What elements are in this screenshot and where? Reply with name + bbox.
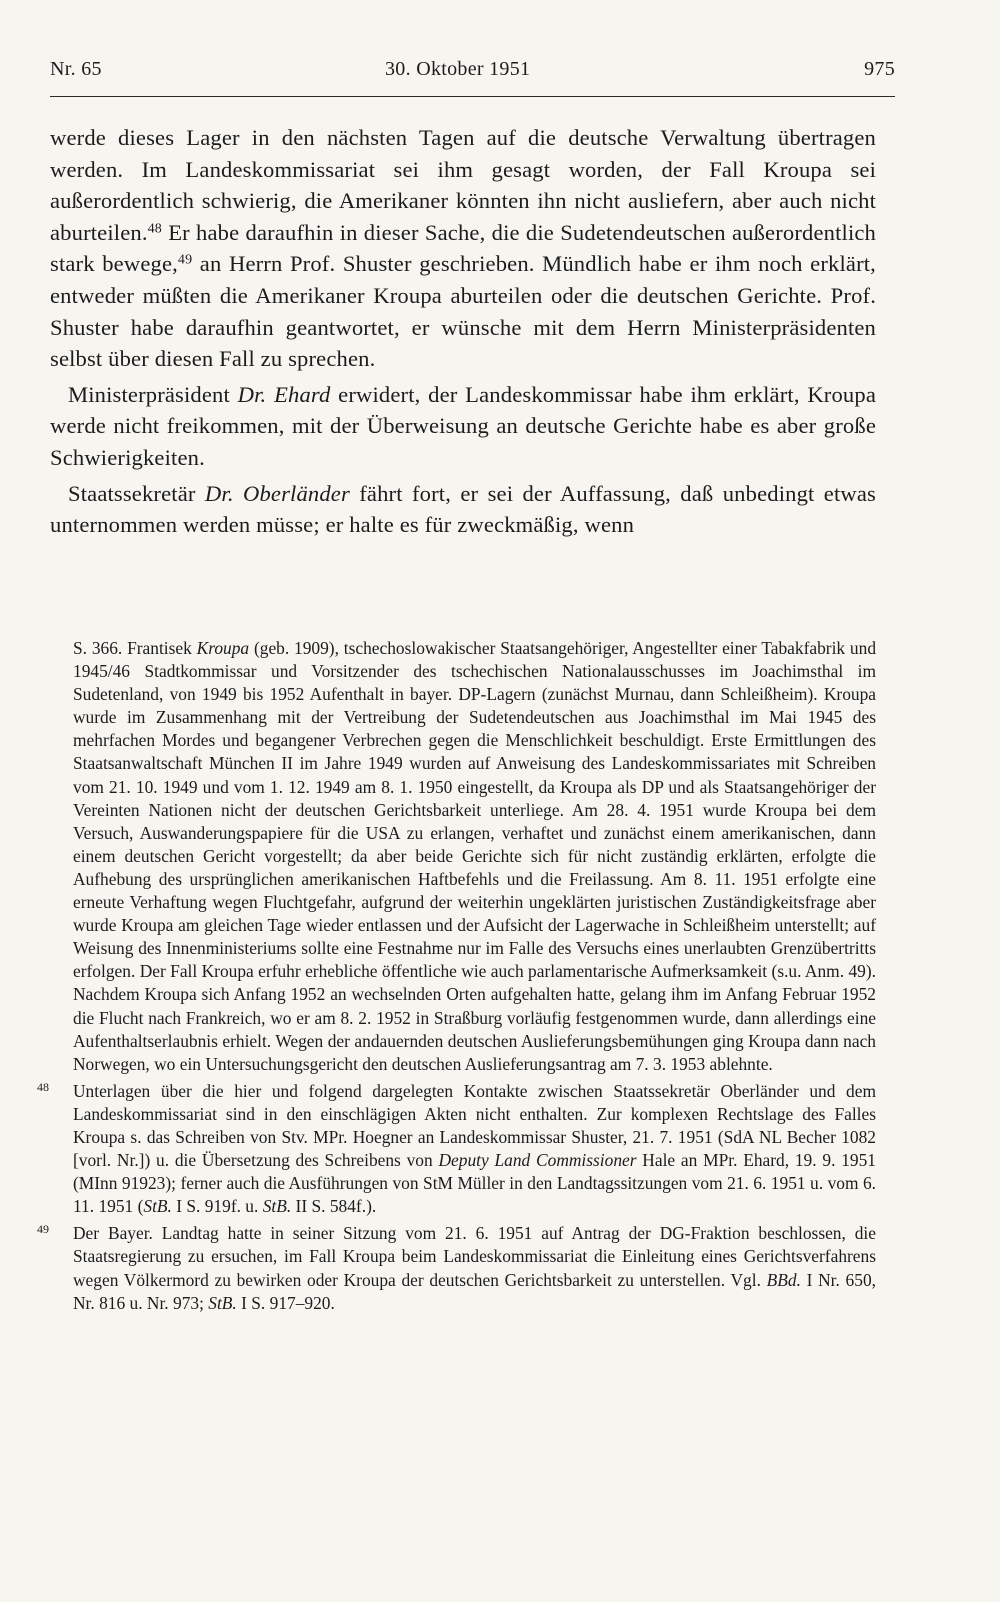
footnote-49 (37, 1222, 876, 1314)
footnote-48 (37, 1079, 876, 1219)
text-run: Unterlagen über die hier und folgend dargelegten Kontakte zwischen Staatssekretär Oberländer und dem Landeskommissariat sind in den einschlägigen Akten nicht enthalten. Zur komplexen Rechtslage des Falles Kroupa s. das Schreiben von Stv. MPr. Hoegner an Landeskommissar Shuster, 21. 7. 1951 (SdA NL Becher 1082 [vorl. Nr.]) u. die Übersetzung des Schreibens von (73, 1080, 876, 1171)
text-run: werde dieses Lager in den nächsten Tagen auf die deutsche Verwaltung übertragen werden. Im Landeskommissariat sei ihm gesagt worden, der Fall Kroupa sei außerordentlich schwierig, die Amerikaner könnten ihn nicht ausliefern, aber auch nicht aburteilen. (50, 125, 876, 245)
speaker-name: Ehard (266, 381, 331, 407)
text-run: I S. 917–920. (236, 1292, 335, 1313)
italic-abbrev: StB. (208, 1292, 237, 1313)
running-header (50, 58, 895, 92)
header-date: 30. Oktober 1951 (385, 58, 531, 80)
title-italic: Dr. (237, 381, 267, 407)
page-number: 975 (864, 58, 895, 80)
italic-abbrev: BBd. (766, 1269, 801, 1290)
footnote-ref: 48 (147, 221, 162, 237)
italic-term: Deputy Land Commissioner (438, 1150, 637, 1171)
header-rule (50, 96, 895, 97)
footnote-continuation (50, 637, 876, 1076)
paragraph (50, 478, 876, 541)
text-run: fährt fort, er sei der Auffassung, daß unbedingt etwas unternommen werden müsse; er halte es für zweckmäßig, wenn (50, 480, 876, 538)
text-run: II S. 584f.). (291, 1196, 377, 1217)
text-run: an Herrn Prof. Shuster geschrieben. Mündlich habe er ihm noch erklärt, entweder müßten die Amerikaner Kroupa aburteilen oder die deutschen Gerichte. Prof. Shuster habe daraufhin geantwortet, er wünsche mit dem Herrn Ministerpräsidenten selbst über diesen Fall zu sprechen. (50, 251, 876, 372)
document-number: Nr. 65 (50, 58, 102, 80)
paragraph (50, 379, 876, 474)
text-run: Staatssekretär (68, 480, 205, 506)
text-run: Der Bayer. Landtag hatte in seiner Sitzung vom 21. 6. 1951 auf Antrag der DG-Fraktion beschlossen, die Staatsregierung zu ersuchen, im Fall Kroupa beim Landeskommissariat die Einleitung eines Gerichtsverfahrens wegen Völkermord zu bewirken oder Kroupa der deutschen Gerichtsbarkeit zu unterstellen. Vgl. (73, 1223, 876, 1290)
italic-abbrev: StB. (262, 1196, 292, 1217)
footnote-ref: 49 (177, 252, 193, 268)
footnote-number: 48 (37, 1079, 49, 1094)
title-italic: Dr. (204, 480, 234, 506)
italic-abbrev: StB. (143, 1196, 172, 1217)
text-run: Ministerpräsident (68, 381, 238, 407)
text-run: S. 366. Frantisek (73, 638, 197, 658)
main-text (50, 122, 876, 541)
footnote-number: 49 (37, 1222, 49, 1237)
person-name: Kroupa (196, 638, 250, 658)
paragraph (50, 122, 876, 375)
text-run: I Nr. 650, Nr. 816 u. Nr. 973; (73, 1269, 876, 1313)
text-run: I S. 919f. u. (171, 1196, 263, 1217)
text-run: (geb. 1909), tschechoslowakischer Staatsangehöriger, Angestellter einer Tabakfabrik und 1945/46 Stadtkommissar und Vorsitzender des tschechischen Nationalausschusses im Joachimsthal im Sudetenland, von 1949 bis 1952 Aufenthalt in bayer. DP-Lagern (zunächst Murnau, dann Schleißheim). Kroupa wurde im Zusammenhang mit der Vertreibung der Sudetendeutschen aus Joachimsthal im Mai 1945 des mehrfachen Mordes und begangener Verbrechen gegen die Menschlichkeit beschuldigt. Erste Ermittlungen des Staatsanwaltschaft München II im Jahre 1949 wurden auf Anweisung des Landeskommissariates mit Schreiben vom 21. 10. 1949 und vom 1. 12. 1949 am 8. 1. 1950 eingestellt, da Kroupa als DP und als Staatsangehöriger der Vereinten Nationen nicht der deutschen Gerichtsbarkeit unterliege. Am 28. 4. 1951 wurde Kroupa bei dem Versuch, Auswanderungspapiere für die USA zu erlangen, verhaftet und zunächst einem amerikanischen, dann einem deutschen Gericht vorgestellt; da aber beide Gerichte sich für nicht zuständig erklärten, erfolgte die Aufhebung des ursprünglichen amerikanischen Haftbefehls und die Freilassung. Am 8. 11. 1951 erfolgte eine erneute Verhaftung wegen Fluchtgefahr, aufgrund der weiterhin ungeklärten juristischen Zuständigkeitsfrage aber wurde Kroupa am gleichen Tage wieder entlassen und der Aufsicht der Lagerwache in Schleißheim unterstellt; auf Weisung des Innenministeriums sollte eine Festnahme nur im Falle des Versuchs eines unerlaubten Grenzübertritts erfolgen. Der Fall Kroupa erfuhr erhebliche öffentliche wie auch parlamentarische Aufmerksamkeit (s.u. Anm. 49). Nachdem Kroupa sich Anfang 1952 an wechselnden Orten aufgehalten hatte, gelang ihm im Anfang Februar 1952 die Flucht nach Frankreich, wo er am 8. 2. 1952 in Straßburg vorläufig festgenommen wurde, dann allerdings eine Aufenthaltserlaubnis erhielt. Wegen der andauernden deutschen Auslieferungsbemühungen ging Kroupa dann nach Norwegen, wo ein Untersuchungsgericht den deutschen Auslieferungsantrag am 7. 3. 1953 ablehnte. (73, 638, 877, 1074)
text-run: Hale an MPr. Ehard, 19. 9. 1951 (MInn 91923); ferner auch die Ausführungen von StM Müller in den Landtagssitzungen vom 21. 6. 1951 u. vom 6. 11. 1951 ( (73, 1150, 876, 1217)
speaker-name: Oberländer (233, 480, 350, 506)
footnotes (37, 637, 877, 1319)
text-run: erwidert, der Landeskommissar habe ihm erklärt, Kroupa werde nicht freikommen, mit der Überweisung an deutsche Gerichte habe es aber große Schwierigkeiten. (50, 381, 876, 470)
text-run: Er habe daraufhin in dieser Sache, die die Sudetendeutschen außerordentlich stark bewege, (50, 219, 876, 277)
